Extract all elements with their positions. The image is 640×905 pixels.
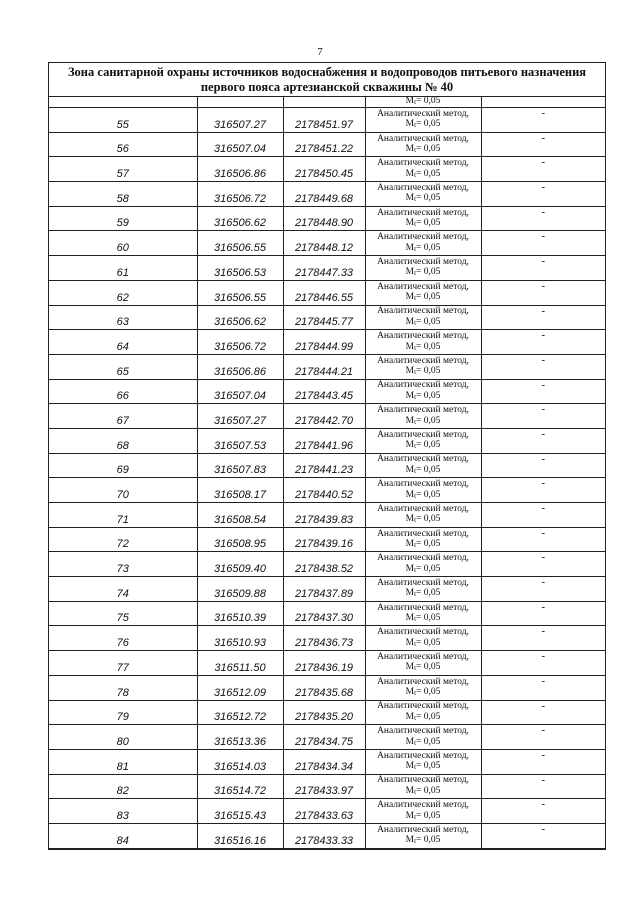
precision-text: $M_t= 0,05$ [405, 761, 441, 772]
coordinate-y: 2178446.55 [283, 280, 365, 305]
method-cell: $M_t= 0,05$ [365, 97, 481, 108]
precision-text: $M_t= 0,05$ [405, 489, 441, 500]
method-text: Аналитический метод, [377, 306, 469, 317]
table-row [49, 601, 605, 626]
method-text: Аналитический метод, [377, 256, 469, 267]
method-cell [365, 280, 481, 305]
method-text: Аналитический метод, [377, 503, 469, 514]
dash-cell: - [481, 330, 605, 355]
point-number: 84 [49, 823, 197, 848]
precision-text: $M_t= 0,05$ [405, 835, 441, 846]
table-row [49, 157, 605, 182]
coordinate-x: 316507.27 [197, 108, 283, 133]
precision-text: $M_t= 0,05$ [405, 687, 441, 698]
point-number: 79 [49, 700, 197, 725]
point-number: 57 [49, 157, 197, 182]
caption-line-2: первого пояса артезианской скважины № 40 [200, 80, 454, 94]
method-cell [365, 577, 481, 602]
coordinate-y: 2178435.20 [283, 700, 365, 725]
method-cell [365, 132, 481, 157]
dash-cell: - [481, 280, 605, 305]
dash-cell: - [481, 305, 605, 330]
dash-cell: - [481, 651, 605, 676]
coordinate-x: 316508.17 [197, 478, 283, 503]
coordinate-y: 2178439.83 [283, 503, 365, 528]
coordinate-x: 316506.72 [197, 182, 283, 207]
dash-cell: - [481, 601, 605, 626]
method-text: Аналитический метод, [377, 750, 469, 761]
method-cell [365, 799, 481, 824]
coordinate-y: 2178448.12 [283, 231, 365, 256]
table-row [49, 774, 605, 799]
method-cell [365, 527, 481, 552]
method-text: Аналитический метод, [377, 800, 469, 811]
table-row [49, 206, 605, 231]
method-cell [365, 774, 481, 799]
precision-text: $M_t= 0,05$ [405, 563, 441, 574]
table-row [49, 404, 605, 429]
coordinate-x: 316515.43 [197, 799, 283, 824]
precision-text: $M_t= 0,05$ [405, 292, 441, 303]
method-text: Аналитический метод, [377, 207, 469, 218]
coordinate-y: 2178437.89 [283, 577, 365, 602]
point-number: 77 [49, 651, 197, 676]
point-number: 63 [49, 305, 197, 330]
dash-cell: - [481, 527, 605, 552]
method-cell [365, 552, 481, 577]
precision-text: $M_t= 0,05$ [405, 736, 441, 747]
table-row [49, 379, 605, 404]
coordinate-x: 316509.88 [197, 577, 283, 602]
precision-text: $M_t= 0,05$ [405, 662, 441, 673]
coordinate-x: 316506.62 [197, 305, 283, 330]
coordinate-x: 316506.86 [197, 157, 283, 182]
table-row [49, 823, 605, 848]
method-text: Аналитический метод, [377, 429, 469, 440]
table-row [49, 577, 605, 602]
method-cell [365, 108, 481, 133]
method-text: Аналитический метод, [377, 824, 469, 835]
point-number: 74 [49, 577, 197, 602]
coordinate-y: 2178451.97 [283, 108, 365, 133]
precision-text: $M_t= 0,05$ [405, 168, 441, 179]
precision-text: $M_t= 0,05$ [405, 218, 441, 229]
table-row [49, 453, 605, 478]
coordinate-y: 2178442.70 [283, 404, 365, 429]
coordinate-x: 316511.50 [197, 651, 283, 676]
method-text: Аналитический метод, [377, 380, 469, 391]
table-row [49, 108, 605, 133]
coordinate-x: 316507.04 [197, 132, 283, 157]
point-number: 75 [49, 601, 197, 626]
precision-text: $M_t= 0,05$ [405, 539, 441, 550]
table-row [49, 651, 605, 676]
dash-cell: - [481, 182, 605, 207]
method-text: Аналитический метод, [377, 676, 469, 687]
method-text: Аналитический метод, [377, 479, 469, 490]
coordinate-x: 316507.83 [197, 453, 283, 478]
dash-cell: - [481, 108, 605, 133]
coordinate-x: 316506.53 [197, 256, 283, 281]
coordinate-x: 316509.40 [197, 552, 283, 577]
precision-text: $M_t= 0,05$ [405, 267, 441, 278]
precision-text: $M_t= 0,05$ [405, 415, 441, 426]
table-row [49, 675, 605, 700]
method-text: Аналитический метод, [377, 454, 469, 465]
dash-cell: - [481, 428, 605, 453]
coordinate-x: 316514.72 [197, 774, 283, 799]
point-number: 82 [49, 774, 197, 799]
method-cell [365, 651, 481, 676]
point-number: 81 [49, 749, 197, 774]
coordinate-x: 316506.55 [197, 280, 283, 305]
coordinate-x: 316507.27 [197, 404, 283, 429]
method-text: Аналитический метод, [377, 405, 469, 416]
point-number: 60 [49, 231, 197, 256]
table-row [49, 428, 605, 453]
method-text: Аналитический метод, [377, 726, 469, 737]
method-cell [365, 453, 481, 478]
table-row [49, 182, 605, 207]
coordinate-x: 316506.86 [197, 354, 283, 379]
method-cell [365, 428, 481, 453]
dash-cell: - [481, 626, 605, 651]
method-cell [365, 330, 481, 355]
dash-cell: - [481, 256, 605, 281]
caption-line-1: Зона санитарной охраны источников водоснабжения и водопроводов питьевого назначения [67, 65, 587, 79]
precision-text: $M_t= 0,05$ [405, 242, 441, 253]
point-number: 70 [49, 478, 197, 503]
method-text: Аналитический метод, [377, 651, 469, 662]
table-row [49, 354, 605, 379]
method-cell [365, 725, 481, 750]
point-number: 68 [49, 428, 197, 453]
coordinate-y: 2178449.68 [283, 182, 365, 207]
dash-cell: - [481, 700, 605, 725]
dash-cell: - [481, 157, 605, 182]
coordinates-table-sheet [48, 62, 606, 850]
table-row [49, 700, 605, 725]
point-number: 73 [49, 552, 197, 577]
coordinate-x: 316506.62 [197, 206, 283, 231]
method-text: Аналитический метод, [377, 528, 469, 539]
coordinate-y: 2178433.63 [283, 799, 365, 824]
table-row [49, 503, 605, 528]
dash-cell: - [481, 404, 605, 429]
method-text: Аналитический метод, [377, 775, 469, 786]
method-cell [365, 379, 481, 404]
method-cell [365, 256, 481, 281]
coordinate-y: 2178451.22 [283, 132, 365, 157]
method-cell [365, 749, 481, 774]
coordinate-y: 2178440.52 [283, 478, 365, 503]
dash-cell: - [481, 823, 605, 848]
dash-cell: - [481, 206, 605, 231]
dash-cell: - [481, 577, 605, 602]
dash-cell: - [481, 354, 605, 379]
precision-text: $M_t= 0,05$ [405, 810, 441, 821]
coordinate-x: 316508.54 [197, 503, 283, 528]
method-text: Аналитический метод, [377, 553, 469, 564]
table-row [49, 552, 605, 577]
table-row [49, 231, 605, 256]
method-text: Аналитический метод, [377, 232, 469, 243]
coordinate-x: 316514.03 [197, 749, 283, 774]
table-row [49, 132, 605, 157]
coordinate-x: 316506.55 [197, 231, 283, 256]
method-text: Аналитический метод, [377, 331, 469, 342]
dash-cell: - [481, 503, 605, 528]
coordinate-y: 2178448.90 [283, 206, 365, 231]
method-text: Аналитический метод, [377, 602, 469, 613]
method-cell [365, 601, 481, 626]
precision-text: $M_t= 0,05$ [405, 316, 441, 327]
method-cell [365, 354, 481, 379]
method-cell [365, 231, 481, 256]
dash-cell: - [481, 379, 605, 404]
precision-text: $M_t= 0,05$ [405, 144, 441, 155]
precision-text: $M_t= 0,05$ [405, 193, 441, 204]
table-row [49, 280, 605, 305]
precision-text: $M_t= 0,05$ [405, 613, 441, 624]
coordinate-x: 316512.72 [197, 700, 283, 725]
coordinate-x: 316513.36 [197, 725, 283, 750]
precision-text: $M_t= 0,05$ [405, 588, 441, 599]
method-text: Аналитический метод, [377, 182, 469, 193]
coordinate-x: 316507.04 [197, 379, 283, 404]
precision-text: $M_t= 0,05$ [405, 711, 441, 722]
continued-row [49, 97, 605, 108]
precision-text: $M_t= 0,05$ [405, 785, 441, 796]
table-row [49, 799, 605, 824]
coordinate-y: 2178435.68 [283, 675, 365, 700]
method-text: Аналитический метод, [377, 108, 469, 119]
dash-cell: - [481, 774, 605, 799]
coordinate-y: 2178436.19 [283, 651, 365, 676]
coordinate-y: 2178433.33 [283, 823, 365, 848]
point-number: 67 [49, 404, 197, 429]
precision-text: $M_t= 0,05$ [405, 366, 441, 377]
table-row [49, 725, 605, 750]
table-caption [49, 63, 605, 97]
method-cell [365, 700, 481, 725]
point-number: 56 [49, 132, 197, 157]
method-cell [365, 182, 481, 207]
point-number: 62 [49, 280, 197, 305]
coordinate-y: 2178441.96 [283, 428, 365, 453]
coordinate-y: 2178434.34 [283, 749, 365, 774]
method-text: Аналитический метод, [377, 158, 469, 169]
point-number: 55 [49, 108, 197, 133]
page-number: 7 [317, 46, 323, 58]
coordinates-table [49, 97, 605, 849]
method-text: Аналитический метод, [377, 627, 469, 638]
point-number: 61 [49, 256, 197, 281]
table-row [49, 256, 605, 281]
coordinate-y: 2178447.33 [283, 256, 365, 281]
precision-text: $M_t= 0,05$ [405, 464, 441, 475]
dash-cell: - [481, 552, 605, 577]
coordinate-x: 316510.93 [197, 626, 283, 651]
coordinate-y: 2178433.97 [283, 774, 365, 799]
table-row [49, 305, 605, 330]
coordinate-y: 2178444.21 [283, 354, 365, 379]
coordinate-y: 2178450.45 [283, 157, 365, 182]
coordinate-x: 316506.72 [197, 330, 283, 355]
method-cell [365, 675, 481, 700]
point-number: 64 [49, 330, 197, 355]
coordinate-y: 2178438.52 [283, 552, 365, 577]
table-row [49, 330, 605, 355]
method-text: Аналитический метод, [377, 701, 469, 712]
precision-text: $M_t= 0,05$ [405, 341, 441, 352]
method-cell [365, 626, 481, 651]
point-number: 78 [49, 675, 197, 700]
coordinate-x: 316507.53 [197, 428, 283, 453]
dash-cell: - [481, 453, 605, 478]
method-cell [365, 157, 481, 182]
dash-cell: - [481, 799, 605, 824]
precision-text: $M_t= 0,05$ [405, 440, 441, 451]
point-number: 58 [49, 182, 197, 207]
point-number: 71 [49, 503, 197, 528]
coordinate-y: 2178445.77 [283, 305, 365, 330]
table-row [49, 527, 605, 552]
coordinate-y: 2178444.99 [283, 330, 365, 355]
method-cell [365, 503, 481, 528]
coordinate-x: 316516.16 [197, 823, 283, 848]
point-number: 80 [49, 725, 197, 750]
method-cell [365, 305, 481, 330]
point-number: 72 [49, 527, 197, 552]
dash-cell: - [481, 478, 605, 503]
method-text: Аналитический метод, [377, 355, 469, 366]
coordinate-y: 2178437.30 [283, 601, 365, 626]
table-row [49, 478, 605, 503]
point-number: 59 [49, 206, 197, 231]
coordinate-y: 2178441.23 [283, 453, 365, 478]
point-number: 83 [49, 799, 197, 824]
point-number: 66 [49, 379, 197, 404]
point-number: 65 [49, 354, 197, 379]
method-cell [365, 206, 481, 231]
point-number: 69 [49, 453, 197, 478]
coordinate-x: 316512.09 [197, 675, 283, 700]
table-row [49, 626, 605, 651]
coordinate-y: 2178436.73 [283, 626, 365, 651]
method-cell [365, 478, 481, 503]
method-cell [365, 404, 481, 429]
table-row [49, 749, 605, 774]
precision-text: $M_t= 0,05$ [405, 390, 441, 401]
method-text: Аналитический метод, [377, 577, 469, 588]
dash-cell: - [481, 231, 605, 256]
method-text: Аналитический метод, [377, 281, 469, 292]
coordinate-y: 2178439.16 [283, 527, 365, 552]
coordinate-x: 316510.39 [197, 601, 283, 626]
dash-cell: - [481, 725, 605, 750]
precision-text: $M_t= 0,05$ [405, 514, 441, 525]
coordinate-y: 2178443.45 [283, 379, 365, 404]
precision-text: $M_t= 0,05$ [405, 119, 441, 130]
dash-cell: - [481, 675, 605, 700]
method-cell [365, 823, 481, 848]
precision-text: $M_t= 0,05$ [405, 637, 441, 648]
coordinate-x: 316508.95 [197, 527, 283, 552]
coordinate-y: 2178434.75 [283, 725, 365, 750]
method-text: Аналитический метод, [377, 133, 469, 144]
point-number: 76 [49, 626, 197, 651]
dash-cell: - [481, 749, 605, 774]
dash-cell: - [481, 132, 605, 157]
